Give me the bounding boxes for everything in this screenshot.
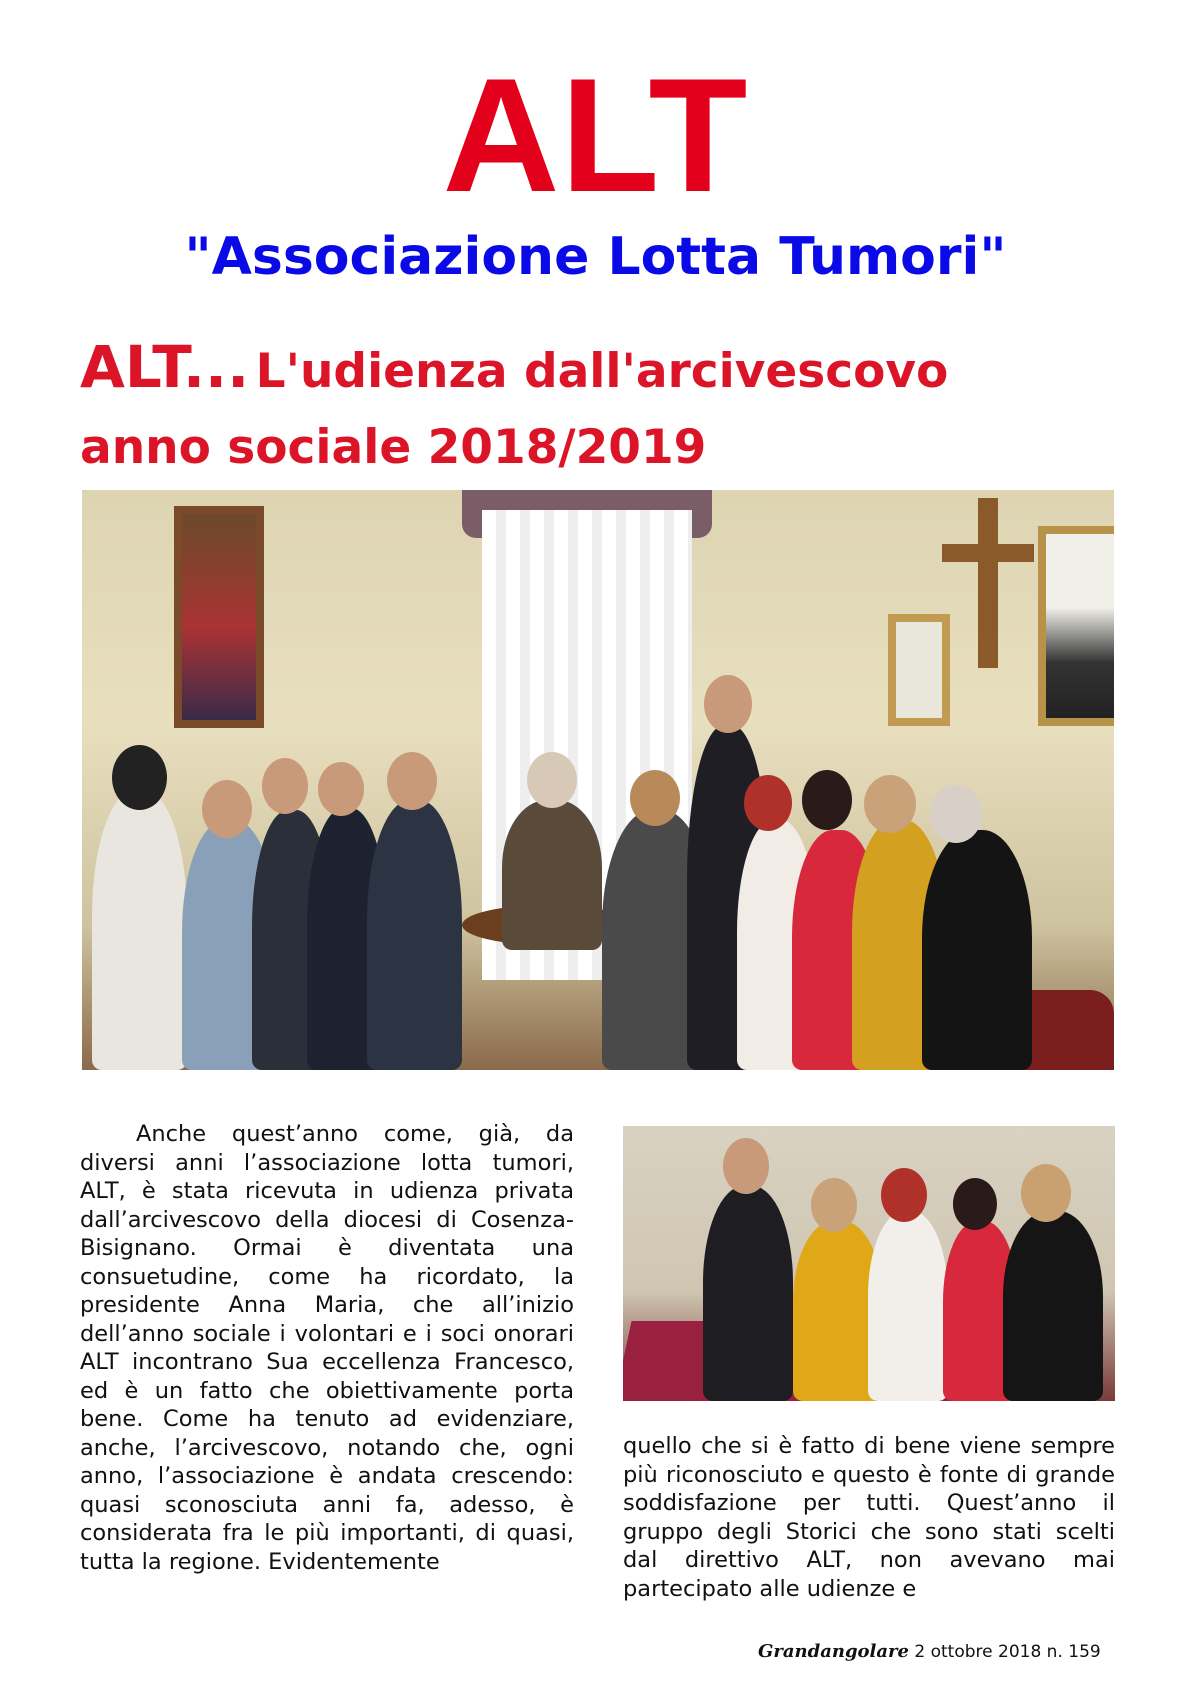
person-silhouette — [922, 830, 1032, 1070]
page-footer — [758, 1641, 1108, 1663]
person-silhouette — [92, 790, 187, 1070]
main-photo — [82, 490, 1114, 1070]
article-column-right: quello che si è fatto di bene viene sempre più riconosciuto e questo è fonte di grande soddisfazione per tutti. Quest’anno il gruppo degli Storici che sono stati scelti dal direttivo ALT, non avevano mai partecipato alle udienze e — [623, 1433, 1115, 1602]
person-silhouette — [367, 800, 462, 1070]
person-head — [527, 752, 577, 808]
crucifix — [978, 498, 998, 668]
person-head — [864, 775, 916, 833]
person-head — [953, 1178, 997, 1230]
headline-rest: L'udienza dall'arcivescovo — [255, 344, 949, 399]
person-head — [811, 1178, 857, 1232]
person-head — [881, 1168, 927, 1222]
person-head — [387, 752, 437, 810]
person-head — [112, 745, 167, 810]
headline-line-1 — [80, 333, 1160, 416]
person-head — [723, 1138, 769, 1194]
pope-portrait — [888, 614, 950, 726]
person-head — [318, 762, 364, 816]
person-silhouette — [868, 1211, 948, 1401]
article-column-left: Anche quest’anno come, già, da diversi anni l’associazione lotta tumori, ALT, è stata ricevuta in udienza privata dall’arcivescovo della diocesi di Cosenza-Bisignano. Ormai è diventata una consuetudine, come ha ricordato, la presidente Anna Maria, che all’inizio dell’anno sociale i volontari e i soci onorari ALT incontrano Sua eccellenza Francesco, ed è un fatto che obiettivamente porta bene. Come ha tenuto ad evidenziare, anche, l’arcivescovo, notando che, ogni anno, l’associazione è andata crescendo: quasi sconosciuta anni fa, adesso, è considerata fra le più importanti, di quasi, tutta la regione. Evidentemente — [80, 1121, 574, 1575]
logo-title: ALT — [442, 45, 749, 226]
issue-info: 2 ottobre 2018 n. 159 — [914, 1642, 1101, 1662]
crucifix-arm — [942, 544, 1034, 562]
person-silhouette — [1003, 1211, 1103, 1401]
person-head — [262, 758, 308, 814]
madonna-painting — [174, 506, 264, 728]
person-head — [202, 780, 252, 838]
side-photo — [623, 1126, 1115, 1401]
person-head — [744, 775, 792, 831]
association-subtitle: "Associazione Lotta Tumori" — [184, 227, 1007, 287]
person-head — [802, 770, 852, 830]
bishop-portrait — [1038, 526, 1114, 726]
person-silhouette — [502, 800, 602, 950]
person-silhouette — [703, 1186, 793, 1401]
headline-prefix: ALT... — [80, 333, 250, 401]
headline-line-2: anno sociale 2018/2019 — [80, 420, 707, 475]
person-head — [1021, 1164, 1071, 1222]
person-head — [930, 785, 982, 843]
person-head — [704, 675, 752, 733]
article-headline — [80, 333, 1160, 480]
person-head — [630, 770, 680, 826]
publication-name: Grandangolare — [758, 1641, 909, 1662]
